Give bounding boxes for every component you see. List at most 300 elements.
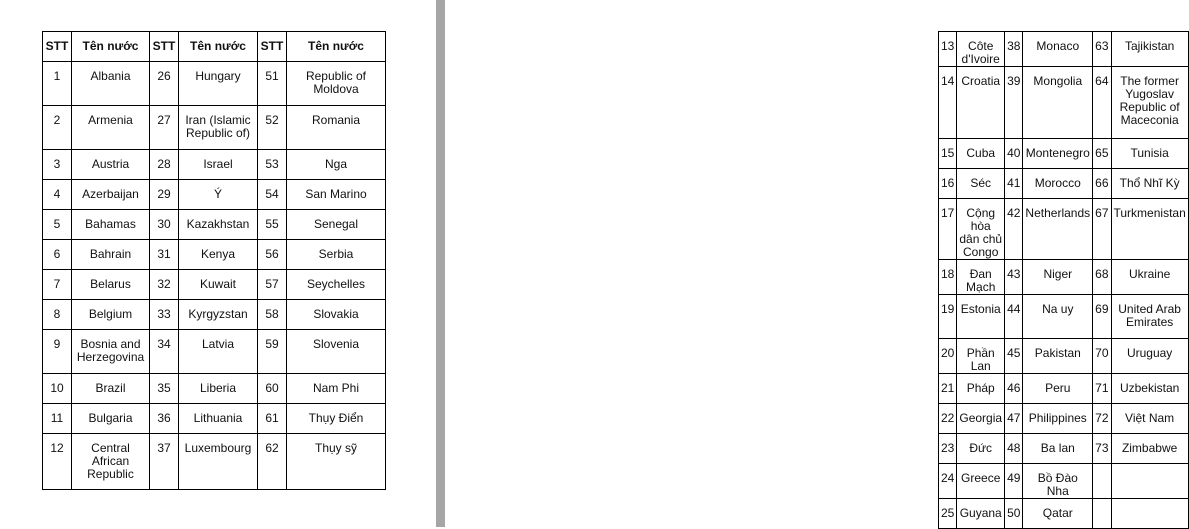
stt-cell: [43, 150, 72, 180]
country-name: Pháp: [966, 381, 995, 395]
country-name-cell: [1023, 434, 1093, 464]
country-name-cell: [1023, 67, 1093, 139]
stt-cell: [258, 180, 287, 210]
stt-number: 35: [157, 381, 171, 395]
country-name-cell: [287, 106, 386, 150]
stt-cell: [939, 499, 957, 529]
header-country-name: Tên nước: [72, 32, 150, 62]
country-name: Việt Nam: [1125, 411, 1175, 425]
country-name-cell: [957, 404, 1005, 434]
country-name-cell: [179, 270, 258, 300]
stt-cell: [43, 180, 72, 210]
country-name: Đan Mạch: [966, 267, 996, 294]
stt-number: 11: [50, 411, 64, 425]
table-row: [939, 295, 1189, 339]
table-row: [939, 32, 1189, 67]
country-table-left: [42, 31, 386, 490]
country-name-cell: [1023, 139, 1093, 169]
stt-number: 57: [265, 277, 279, 291]
stt-number: 19: [941, 302, 955, 316]
table-row: [43, 300, 386, 330]
country-name-cell: [287, 300, 386, 330]
country-name-cell: [1111, 260, 1188, 295]
country-name: Côte d'Ivoire: [961, 39, 1000, 66]
country-name: Senegal: [313, 217, 359, 231]
stt-cell: [150, 434, 179, 490]
stt-cell: [1005, 260, 1023, 295]
country-name-cell: [1023, 199, 1093, 260]
stt-cell: [1093, 199, 1111, 260]
country-name: San Marino: [305, 187, 367, 201]
stt-cell: [150, 330, 179, 374]
stt-cell: [43, 330, 72, 374]
country-name-cell: [1111, 434, 1188, 464]
document-page-right: [445, 0, 1186, 527]
country-name: Albania: [90, 69, 131, 83]
table-row: [43, 374, 386, 404]
country-name-cell: [1023, 464, 1093, 499]
country-name: Kenya: [200, 247, 236, 261]
stt-cell: [43, 210, 72, 240]
country-name: Slovenia: [312, 337, 360, 351]
country-name: Đức: [969, 441, 993, 455]
stt-cell: [43, 270, 72, 300]
stt-cell: [150, 374, 179, 404]
stt-cell: [1005, 464, 1023, 499]
stt-cell: [939, 199, 957, 260]
country-name-cell: [957, 169, 1005, 199]
stt-cell: [1005, 404, 1023, 434]
country-name: Netherlands: [1025, 206, 1091, 220]
stt-cell: [43, 300, 72, 330]
header-country-name: Tên nước: [179, 32, 258, 62]
country-name: Thổ Nhĩ Kỳ: [1119, 176, 1180, 190]
country-name-cell: [1023, 499, 1093, 529]
country-name-cell: [72, 62, 150, 106]
stt-cell: [1093, 295, 1111, 339]
stt-cell: [939, 374, 957, 404]
header-stt: STT: [150, 32, 179, 62]
stt-cell: [43, 404, 72, 434]
stt-cell: [258, 106, 287, 150]
stt-number: 14: [941, 74, 955, 88]
stt-cell: [1005, 374, 1023, 404]
country-name: Austria: [91, 157, 130, 171]
page-divider: [436, 0, 445, 527]
stt-cell: [1005, 169, 1023, 199]
stt-number: 9: [53, 337, 61, 351]
country-name: Thụy sỹ: [314, 441, 357, 455]
country-name-cell: [72, 150, 150, 180]
country-name: Nga: [324, 157, 347, 171]
stt-cell: [939, 139, 957, 169]
stt-number: 8: [53, 307, 61, 321]
country-name: Philippines: [1028, 411, 1087, 425]
stt-number: 21: [941, 381, 955, 395]
stt-number: 55: [265, 217, 279, 231]
table-row: [43, 240, 386, 270]
country-name-cell: [1111, 139, 1188, 169]
country-name: Cộng hòa dân chủ Congo: [959, 206, 1003, 259]
country-name: Belgium: [88, 307, 133, 321]
stt-cell: [1093, 139, 1111, 169]
stt-number: 2: [53, 113, 61, 127]
country-name: Niger: [1043, 267, 1073, 281]
stt-cell: [258, 240, 287, 270]
country-name-cell: [1111, 32, 1188, 67]
table-row: [939, 139, 1189, 169]
stt-number: 30: [157, 217, 171, 231]
country-name-cell: [179, 150, 258, 180]
stt-cell: [939, 339, 957, 374]
stt-cell: [1005, 199, 1023, 260]
stt-cell: [1093, 499, 1111, 529]
country-name-cell: [1111, 169, 1188, 199]
stt-cell: [1093, 67, 1111, 139]
country-name-cell: [957, 339, 1005, 374]
document-page-left: [0, 0, 436, 527]
stt-number: 18: [941, 267, 955, 281]
country-name: Tunisia: [1130, 146, 1169, 160]
stt-number: 5: [53, 217, 61, 231]
stt-number: 63: [1095, 39, 1109, 53]
stt-cell: [150, 270, 179, 300]
country-name-cell: [957, 295, 1005, 339]
stt-number: 69: [1095, 302, 1109, 316]
country-name-cell: [957, 199, 1005, 260]
stt-number: 53: [265, 157, 279, 171]
stt-number: 47: [1007, 411, 1021, 425]
country-name-cell: [72, 106, 150, 150]
stt-cell: [258, 404, 287, 434]
country-name: Azerbaijan: [82, 187, 139, 201]
stt-cell: [1093, 464, 1111, 499]
country-name: The former Yugoslav Republic of Maceconia: [1119, 74, 1180, 127]
country-name-cell: [72, 434, 150, 490]
country-name: Serbia: [318, 247, 354, 261]
country-name-cell: [72, 404, 150, 434]
stt-number: 6: [53, 247, 61, 261]
country-name: Qatar: [1042, 506, 1073, 520]
stt-number: 59: [265, 337, 279, 351]
stt-number: 68: [1095, 267, 1109, 281]
country-name-cell: [1111, 374, 1188, 404]
country-name: Greece: [961, 471, 1001, 485]
country-name-cell: [957, 139, 1005, 169]
stt-number: 38: [1007, 39, 1021, 53]
table-row: [939, 404, 1189, 434]
stt-number: 33: [157, 307, 171, 321]
country-name: United Arab Emirates: [1118, 302, 1181, 329]
country-name: Ý: [213, 187, 222, 201]
stt-number: 7: [53, 277, 61, 291]
stt-number: 34: [157, 337, 171, 351]
stt-cell: [1005, 295, 1023, 339]
country-name-cell: [72, 210, 150, 240]
table-header-row: [43, 32, 386, 62]
stt-cell: [1093, 260, 1111, 295]
stt-number: 37: [157, 441, 171, 455]
stt-cell: [43, 434, 72, 490]
table-row: [939, 169, 1189, 199]
stt-number: 28: [157, 157, 171, 171]
country-name: Turkmenistan: [1113, 206, 1186, 220]
country-name: Bulgaria: [88, 411, 133, 425]
stt-number: 41: [1007, 176, 1021, 190]
country-name-cell: [1023, 404, 1093, 434]
table-row: [43, 210, 386, 240]
table-row: [939, 339, 1189, 374]
country-name-cell: [1111, 199, 1188, 260]
stt-cell: [43, 106, 72, 150]
country-name-cell: [957, 374, 1005, 404]
stt-number: 40: [1007, 146, 1021, 160]
stt-number: 4: [53, 187, 61, 201]
country-name-cell: [72, 270, 150, 300]
stt-number: 66: [1095, 176, 1109, 190]
stt-number: 50: [1007, 506, 1021, 520]
country-name: Bahrain: [89, 247, 132, 261]
stt-number: 16: [941, 176, 955, 190]
country-name: Bosnia and Herzegovina: [76, 337, 145, 364]
stt-number: 29: [157, 187, 171, 201]
stt-cell: [939, 404, 957, 434]
stt-cell: [1093, 374, 1111, 404]
stt-cell: [939, 67, 957, 139]
table-row: [43, 150, 386, 180]
country-name: Slovakia: [313, 307, 359, 321]
country-name-cell: [179, 404, 258, 434]
country-name: Lithuania: [193, 411, 243, 425]
country-name: Séc: [970, 176, 992, 190]
country-name-cell: [179, 180, 258, 210]
country-name: Liberia: [199, 381, 237, 395]
stt-number: 44: [1007, 302, 1021, 316]
country-name: Croatia: [961, 74, 1001, 88]
stt-cell: [150, 300, 179, 330]
country-name: Georgia: [959, 411, 1003, 425]
table-row: [939, 434, 1189, 464]
country-name-cell: [287, 240, 386, 270]
stt-number: 51: [265, 69, 279, 83]
stt-number: 49: [1007, 471, 1021, 485]
stt-number: 60: [265, 381, 279, 395]
stt-cell: [1005, 139, 1023, 169]
country-name-cell: [1111, 404, 1188, 434]
stt-cell: [150, 150, 179, 180]
stt-cell: [258, 270, 287, 300]
stt-number: 13: [941, 39, 955, 53]
country-name-cell: [287, 330, 386, 374]
stt-cell: [1093, 169, 1111, 199]
stt-number: 20: [941, 346, 955, 360]
country-name-cell: [1111, 295, 1188, 339]
stt-number: 31: [157, 247, 171, 261]
country-name: Na uy: [1042, 302, 1074, 316]
stt-cell: [939, 434, 957, 464]
country-name-cell: [957, 260, 1005, 295]
country-name-cell: [957, 464, 1005, 499]
stt-number: 62: [265, 441, 279, 455]
stt-number: 27: [157, 113, 171, 127]
table-row: [43, 434, 386, 490]
country-name: [1112, 464, 1188, 472]
country-name: Israel: [203, 157, 233, 171]
country-name-cell: [179, 106, 258, 150]
country-name: Tajikistan: [1124, 39, 1175, 53]
country-name: Thụy Điển: [308, 411, 364, 425]
country-name: Iran (Islamic Republic of): [185, 113, 251, 140]
country-name-cell: [72, 330, 150, 374]
stt-number: [1093, 464, 1110, 472]
table-row: [43, 270, 386, 300]
stt-number: 56: [265, 247, 279, 261]
table-row: [43, 180, 386, 210]
country-name-cell: [287, 270, 386, 300]
stt-number: 54: [265, 187, 279, 201]
country-name: Hungary: [195, 69, 241, 83]
stt-number: 65: [1095, 146, 1109, 160]
stt-number: 61: [265, 411, 279, 425]
stt-cell: [150, 210, 179, 240]
country-name-cell: [287, 62, 386, 106]
stt-number: 26: [157, 69, 171, 83]
country-name-cell: [287, 374, 386, 404]
stt-cell: [258, 62, 287, 106]
country-name-cell: [179, 210, 258, 240]
country-name: Central African Republic: [87, 441, 134, 481]
country-name-cell: [1111, 499, 1188, 529]
country-name: Luxembourg: [184, 441, 252, 455]
stt-cell: [1093, 32, 1111, 67]
table-row: [939, 199, 1189, 260]
stt-number: 36: [157, 411, 171, 425]
country-name-cell: [1023, 339, 1093, 374]
country-name: Brazil: [95, 381, 126, 395]
country-name: Zimbabwe: [1121, 441, 1178, 455]
country-name: Uruguay: [1126, 346, 1173, 360]
country-name: Latvia: [201, 337, 235, 351]
stt-cell: [150, 240, 179, 270]
stt-number: 71: [1095, 381, 1109, 395]
stt-cell: [1005, 339, 1023, 374]
country-name: Phần Lan: [966, 346, 995, 373]
country-name-cell: [72, 240, 150, 270]
country-name: Bồ Đào Nha: [1037, 471, 1078, 498]
country-name: Monaco: [1036, 39, 1080, 53]
country-name: Belarus: [90, 277, 131, 291]
stt-number: 73: [1095, 441, 1109, 455]
stt-number: 67: [1095, 206, 1109, 220]
country-table-right: [938, 31, 1189, 529]
country-name: Kyrgyzstan: [188, 307, 248, 321]
country-name: Uzbekistan: [1119, 381, 1180, 395]
country-name: Guyana: [959, 506, 1002, 520]
country-name-cell: [287, 210, 386, 240]
stt-cell: [939, 295, 957, 339]
country-name: Ba lan: [1040, 441, 1075, 455]
stt-cell: [43, 62, 72, 106]
stt-number: 39: [1007, 74, 1021, 88]
country-name-cell: [1111, 339, 1188, 374]
table-row: [43, 62, 386, 106]
header-country-name: Tên nước: [287, 32, 386, 62]
stt-number: [1093, 499, 1110, 507]
country-name-cell: [1023, 32, 1093, 67]
country-name-cell: [179, 300, 258, 330]
country-name: Seychelles: [306, 277, 366, 291]
stt-cell: [258, 434, 287, 490]
country-name: Morocco: [1034, 176, 1081, 190]
country-name: Montenegro: [1025, 146, 1090, 160]
stt-number: 72: [1095, 411, 1109, 425]
stt-cell: [1005, 32, 1023, 67]
country-name-cell: [287, 434, 386, 490]
country-name-cell: [957, 434, 1005, 464]
table-row: [939, 464, 1189, 499]
stt-cell: [258, 300, 287, 330]
table-row: [939, 67, 1189, 139]
stt-number: 1: [53, 69, 61, 83]
country-name: Republic of Moldova: [305, 69, 367, 96]
stt-number: 45: [1007, 346, 1021, 360]
stt-number: 23: [941, 441, 955, 455]
country-name-cell: [179, 330, 258, 374]
stt-number: 42: [1007, 206, 1021, 220]
stt-cell: [150, 106, 179, 150]
country-name: [1112, 499, 1188, 507]
country-name-cell: [287, 150, 386, 180]
stt-number: 24: [941, 471, 955, 485]
stt-cell: [150, 180, 179, 210]
country-name: Bahamas: [85, 217, 136, 231]
stt-number: 12: [50, 441, 64, 455]
country-name-cell: [179, 62, 258, 106]
stt-number: 17: [941, 206, 955, 220]
country-name: Ukraine: [1128, 267, 1171, 281]
table-row: [939, 374, 1189, 404]
stt-cell: [43, 374, 72, 404]
stt-number: 15: [941, 146, 955, 160]
stt-cell: [939, 260, 957, 295]
stt-cell: [1005, 499, 1023, 529]
country-name: Kuwait: [199, 277, 237, 291]
table-row: [43, 106, 386, 150]
stt-cell: [939, 169, 957, 199]
header-stt: STT: [43, 32, 72, 62]
country-name-cell: [1023, 374, 1093, 404]
country-name-cell: [1111, 464, 1188, 499]
stt-cell: [43, 240, 72, 270]
country-name: Armenia: [88, 113, 133, 127]
stt-number: 52: [265, 113, 279, 127]
country-name-cell: [72, 180, 150, 210]
table-row: [939, 260, 1189, 295]
country-name: Kazakhstan: [186, 217, 250, 231]
country-name-cell: [957, 32, 1005, 67]
country-name-cell: [287, 404, 386, 434]
country-name-cell: [72, 300, 150, 330]
stt-cell: [1093, 404, 1111, 434]
country-name-cell: [957, 499, 1005, 529]
stt-number: 43: [1007, 267, 1021, 281]
stt-number: 58: [265, 307, 279, 321]
country-name-cell: [1111, 67, 1188, 139]
country-name: Peru: [1045, 381, 1071, 395]
stt-cell: [939, 32, 957, 67]
stt-cell: [1093, 434, 1111, 464]
stt-number: 46: [1007, 381, 1021, 395]
